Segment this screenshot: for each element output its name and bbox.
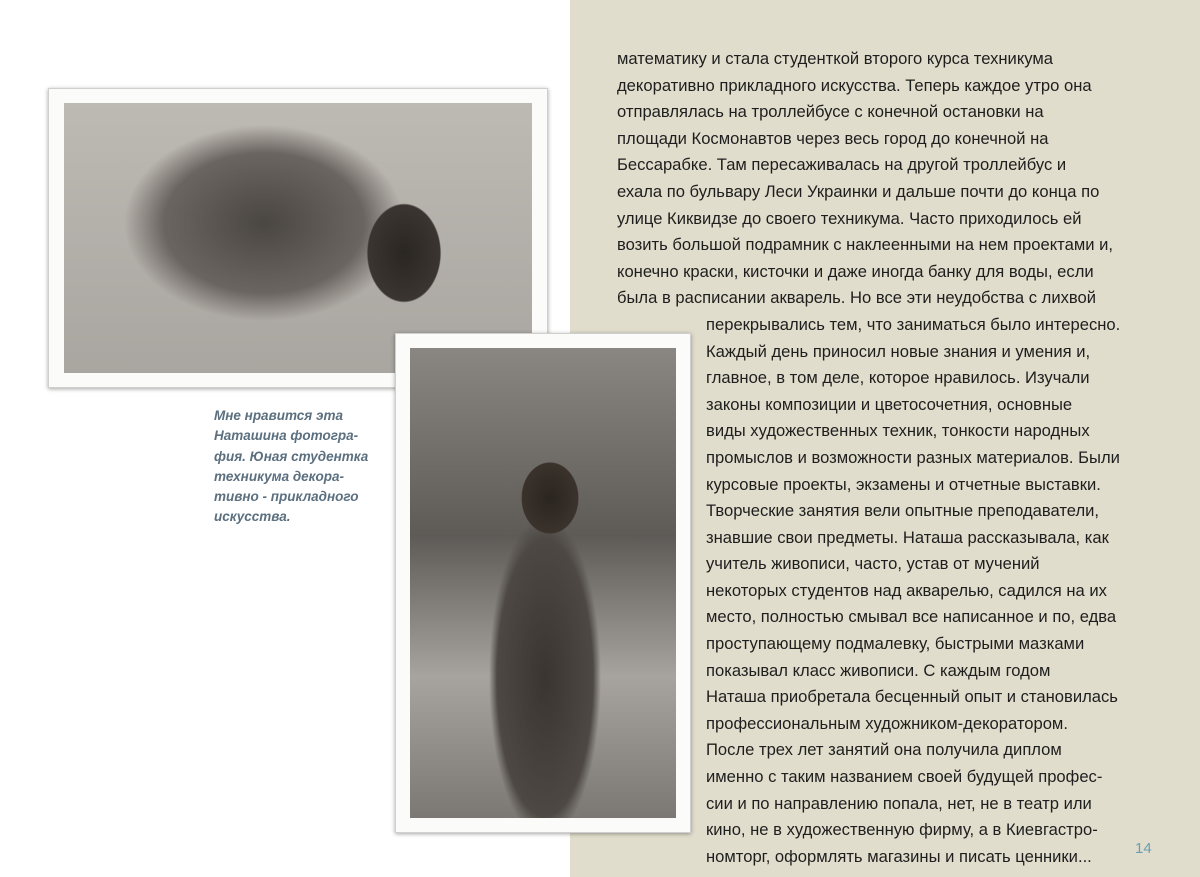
body-line: была в расписании акварель. Но все эти неудобства с лихвой [617, 288, 1097, 308]
body-line: перекрывались тем, что заниматься было интересно. [706, 314, 1121, 334]
caption-line: искусства. [214, 509, 291, 525]
body-line: После трех лет занятий она получила диплом [706, 740, 1062, 760]
body-line: Каждый день приносил новые знания и умения и, [706, 341, 1091, 361]
caption-line: техникума декора- [214, 468, 345, 484]
body-line: кино, не в художественную фирму, а в Киевгастро- [706, 820, 1098, 840]
body-line: знавшие свои предметы. Наташа рассказывала, как [706, 527, 1109, 547]
body-line: возить большой подрамник с наклеенными на нем проектами и, [617, 235, 1113, 255]
body-line: виды художественных техник, тонкости народных [706, 421, 1090, 441]
body-line: конечно краски, кисточки и даже иногда банку для воды, если [617, 261, 1094, 281]
body-line: Творческие занятия вели опытные преподаватели, [706, 501, 1100, 521]
caption-line: Наташина фотогра- [214, 428, 359, 444]
body-line: площади Космонавтов через весь город до конечной на [617, 128, 1049, 148]
caption-line: тивно - прикладного [214, 489, 359, 505]
photo-caption [214, 406, 384, 528]
body-line: показывал класс живописи. С каждым годом [706, 660, 1051, 680]
body-line: улице Киквидзе до своего техникума. Часто приходилось ей [617, 208, 1082, 228]
body-line: некоторых студентов над акварелью, садился на их [706, 580, 1107, 600]
caption-line: Мне нравится эта [214, 408, 343, 423]
page-number: 14 [1135, 840, 1152, 857]
body-line: сии и по направлению попала, нет, не в театр или [706, 793, 1092, 813]
caption-line: фия. Юная студентка [214, 448, 369, 464]
body-line: главное, в том деле, которое нравилось. Изучали [706, 368, 1090, 388]
body-line: место, полностью смывал все написанное и по, едва [706, 607, 1117, 627]
body-line: именно с таким названием своей будущей профес- [706, 767, 1103, 787]
body-line: промыслов и возможности разных материалов. Были [706, 447, 1120, 467]
body-line: проступающему подмалевку, быстрыми мазками [706, 634, 1085, 654]
body-line: номторг, оформлять магазины и писать ценники... [706, 846, 1092, 866]
body-line: декоративно прикладного искусства. Теперь каждое утро она [617, 75, 1092, 95]
body-line: учитель живописи, часто, устав от мучений [706, 554, 1040, 574]
body-line: профессиональным художником-декоратором. [706, 713, 1068, 733]
body-line: отправлялась на троллейбусе с конечной остановки на [617, 102, 1044, 122]
body-line: курсовые проекты, экзамены и отчетные выставки. [706, 474, 1101, 494]
body-line: математику и стала студенткой второго курса техникума [617, 49, 1054, 68]
body-text [617, 46, 1177, 870]
body-line: ехала по бульвару Леси Украинки и дальше почти до конца по [617, 181, 1100, 201]
body-line: законы композиции и цветосочетния, основные [706, 394, 1073, 414]
body-line: Наташа приобретала бесценный опыт и становилась [706, 687, 1118, 707]
body-line: Бессарабке. Там пересаживалась на другой троллейбус и [617, 155, 1067, 175]
